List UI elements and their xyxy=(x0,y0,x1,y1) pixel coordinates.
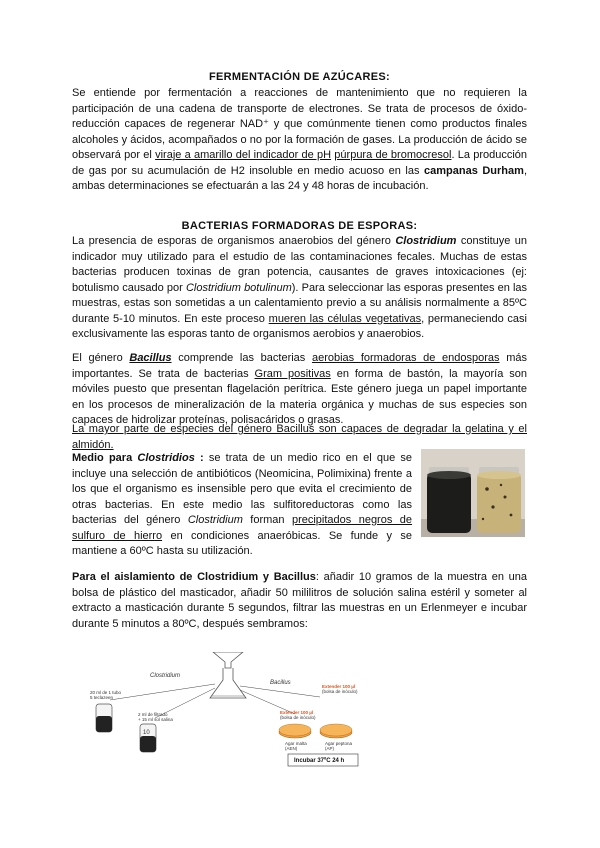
bold-italic-text: Clostridios xyxy=(137,452,195,464)
section-title-fermentacion: FERMENTACIÓN DE AZÚCARES: xyxy=(208,71,391,83)
text: constituye un indicador muy utilizado para el estudio de las contaminaciones fecales. Muchas de estas bacterias producen toxinas de gran potencia, causantes de graves intoxicaciones (ej: botulismo causado por xyxy=(72,235,528,294)
paragraph-aislamiento xyxy=(72,570,527,632)
bold-text: : xyxy=(194,452,204,464)
text: , ambas determinaciones se efectuarán a las 24 y 48 horas de incubación. xyxy=(72,164,527,192)
paragraph-fermentacion xyxy=(72,86,527,195)
italic-text: Clostridium botulinum xyxy=(185,281,292,294)
label-tube-left: 20 ml de 1 tubo xyxy=(90,690,122,695)
label-extender-1: Extender 100 µl xyxy=(322,684,356,689)
bold-italic-text: Clostridium xyxy=(395,235,457,247)
underlined-text: púrpura de bromocresol xyxy=(334,149,452,161)
text: se trata de un medio rico en el que se incluye una selección de antibióticos (Neomicina, Polimixina) frente a los que el organismo es insensible pero que evita el crecimiento de otras bacterias. En este medio las sulfitoreductoras como las bacterias del género xyxy=(72,452,412,526)
text: más importantes. Se trata de bacterias xyxy=(72,352,527,380)
text: La presencia de esporas de organismos anaerobios del género xyxy=(72,235,396,247)
paragraph-medio xyxy=(72,451,412,560)
label-mid: 2 ml de filtrado xyxy=(138,712,168,717)
section-title-esporas: BACTERIAS FORMADORAS DE ESPORAS: xyxy=(181,220,418,232)
label-tube-left-2: 5 teclazeen xyxy=(90,695,114,700)
text: comprende las bacterias xyxy=(171,352,312,364)
text: : añadir 10 gramos de la muestra en una bolsa de plástico del masticador, añadir 50 mililitros de solución salina estéril y someter al extracto a masticación durante 5 segundos, filtrar las muestras en un Erlenmeyer e incubar durante 5 minutos a 80ºC, después sembramos: xyxy=(72,571,527,630)
erlenmeyer-flask-icon xyxy=(210,652,246,698)
culture-jars-photo xyxy=(421,449,525,537)
bold-italic-text: Bacillus xyxy=(129,352,172,364)
label-agar-peptona: Agar peptona xyxy=(325,741,353,746)
text: forman xyxy=(242,514,292,526)
test-tube-icon xyxy=(140,724,156,752)
text: en condiciones anaeróbicas. Se funde y se mantiene a 60ºC hasta su utilización. xyxy=(72,529,412,557)
petri-dish-icon xyxy=(279,724,311,738)
label-incubar: Incubar 37ºC 24 h xyxy=(294,758,345,764)
jars-illustration xyxy=(421,449,525,537)
label-extender-2: Extender 100 µl xyxy=(280,710,314,715)
label-mid-2: + 15 ml sol salina xyxy=(138,717,173,722)
label-agar-malta: Agar malta xyxy=(285,741,307,746)
underlined-text: mueren las células vegetativas xyxy=(268,312,422,325)
label-clostridium: Clostridium xyxy=(150,673,181,679)
text: , permaneciendo casi exclusivamente las esporas tanto de organismos aerobios y anaerobios. xyxy=(72,312,527,340)
text: . La producción de gas por su acumulación de H2 insoluble en medio acuoso en las xyxy=(72,149,528,177)
sowing-diagram xyxy=(90,652,390,772)
label-extender-2b: (bolsa de inóculo) xyxy=(280,715,316,720)
paragraph-clostridium xyxy=(72,234,527,343)
underlined-text: precipitados negros de sulfuro de hierro xyxy=(72,514,413,542)
underlined-text: viraje a amarillo del indicador de pH xyxy=(155,149,332,161)
bold-text: Medio para xyxy=(72,452,138,464)
label-extender-1b: (bolsa de inóculo) xyxy=(322,689,358,694)
paragraph-gelatina: La mayor parte de especies del género Bacillus son capaces de degradar la gelatina y el almidón. xyxy=(72,423,527,451)
petri-dish-icon xyxy=(320,724,352,738)
label-agar-malta-code: (AEN) xyxy=(285,746,298,751)
text: El género xyxy=(72,352,130,364)
bold-text: Para el aislamiento de Clostridium y Bacillus xyxy=(72,571,316,583)
text: Se entiende por fermentación a reacciones de mantenimiento que no requieren la participación de una cadena de transporte de electrones. Se trata de procesos de óxido-reducción capaces de regenerar NAD⁺ y que comúnmente tienen como productos finales alcoholes y ácidos, acompañados o no por la formación de gases. La producción de ácido se observará por el xyxy=(72,87,527,161)
paragraph-bacillus xyxy=(72,351,527,429)
underlined-text: Gram positivas xyxy=(254,367,331,380)
tube-number: 10 xyxy=(143,730,150,736)
underlined-text: aerobias formadoras de endosporas xyxy=(311,352,500,364)
text: ). Para seleccionar las esporas presentes en las muestras, estas son sometidas a un calentamiento previo a su análisis normalmente a 85ºC durante 5-10 minutos. En este proceso xyxy=(72,281,527,325)
text: en forma de bastón, la mayoría son móviles puesto que presentan flagelación perítrica. Este género juega un papel importante en los procesos de mineralización de la materia orgánica y muchas de sus especies son capaces de hidrolizar proteínas, polisacáridos o grasas. xyxy=(72,367,527,426)
italic-text: Clostridium xyxy=(187,514,243,526)
label-agar-peptona-code: (AP) xyxy=(325,746,334,751)
label-bacillus: Bacillus xyxy=(270,680,291,686)
test-tube-icon xyxy=(96,704,112,732)
bold-text: campanas Durham xyxy=(424,164,524,177)
